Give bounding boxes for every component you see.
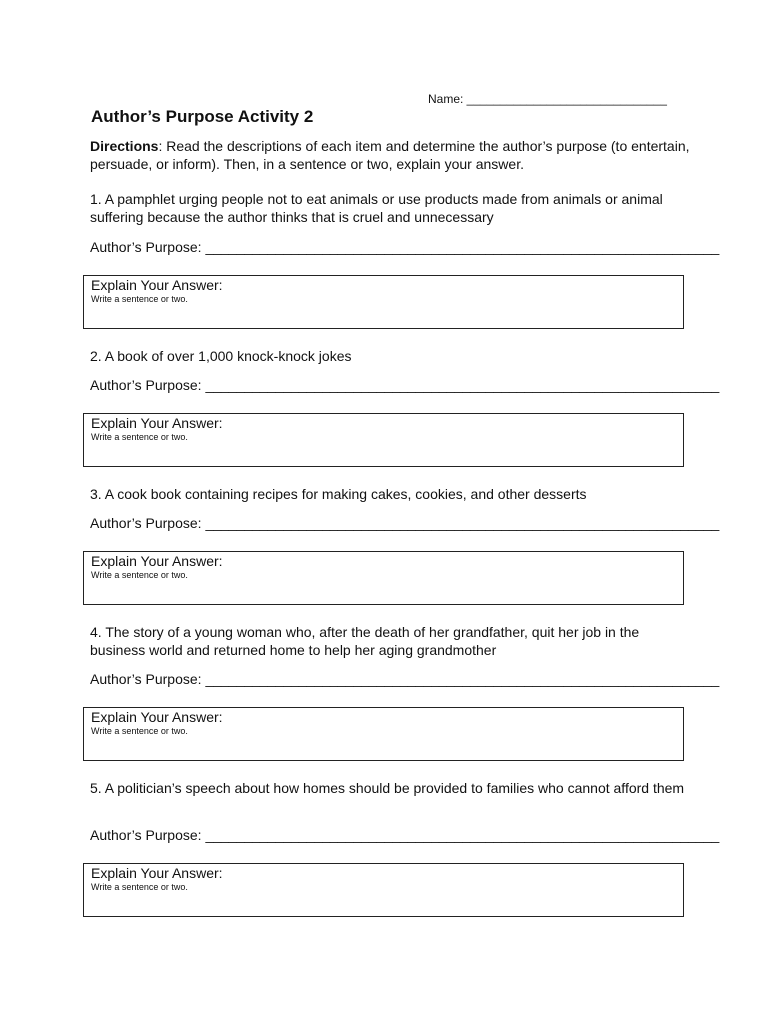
explain-answer-hint: Write a sentence or two. <box>91 882 188 892</box>
question-4 <box>90 623 690 659</box>
directions-lead: Directions <box>90 138 159 154</box>
question-text: 2. A book of over 1,000 knock-knock jokes <box>90 348 352 364</box>
question-text: 3. A cook book containing recipes for making cakes, cookies, and other desserts <box>90 486 587 502</box>
explain-answer-hint: Write a sentence or two. <box>91 570 188 580</box>
explain-answer-hint: Write a sentence or two. <box>91 432 188 442</box>
author-purpose-field[interactable]: Author’s Purpose: __________________________________________________________________ <box>90 377 720 393</box>
directions <box>90 137 690 173</box>
question-2 <box>90 347 690 365</box>
question-3 <box>90 485 690 503</box>
explain-answer-box[interactable] <box>83 551 684 605</box>
question-text: 5. A politician’s speech about how homes should be provided to families who cannot afford them <box>90 780 685 796</box>
explain-answer-title: Explain Your Answer: <box>91 415 223 431</box>
page-title: Author’s Purpose Activity 2 <box>91 107 314 126</box>
explain-answer-box[interactable] <box>83 707 684 761</box>
explain-answer-box[interactable] <box>83 275 684 329</box>
question-5 <box>90 779 690 797</box>
explain-answer-title: Explain Your Answer: <box>91 865 223 881</box>
question-text: 1. A pamphlet urging people not to eat animals or use products made from animals or animal suffering because the author thinks that is cruel and unnecessary <box>90 191 663 225</box>
author-purpose-field[interactable]: Author’s Purpose: __________________________________________________________________ <box>90 239 720 255</box>
name-field[interactable]: Name: ______________________________ <box>428 92 667 106</box>
explain-answer-hint: Write a sentence or two. <box>91 726 188 736</box>
question-text: 4. The story of a young woman who, after the death of her grandfather, quit her job in the business world and returned home to help her aging grandmother <box>90 624 640 658</box>
explain-answer-hint: Write a sentence or two. <box>91 294 188 304</box>
directions-text: : Read the descriptions of each item and determine the author’s purpose (to entertain, persuade, or inform). Then, in a sentence or two, explain your answer. <box>90 138 690 172</box>
question-1 <box>90 190 690 226</box>
author-purpose-field[interactable]: Author’s Purpose: __________________________________________________________________ <box>90 515 720 531</box>
explain-answer-title: Explain Your Answer: <box>91 553 223 569</box>
explain-answer-box[interactable] <box>83 413 684 467</box>
author-purpose-field[interactable]: Author’s Purpose: __________________________________________________________________ <box>90 671 720 687</box>
explain-answer-title: Explain Your Answer: <box>91 709 223 725</box>
author-purpose-field[interactable]: Author’s Purpose: __________________________________________________________________ <box>90 827 720 843</box>
explain-answer-box[interactable] <box>83 863 684 917</box>
explain-answer-title: Explain Your Answer: <box>91 277 223 293</box>
